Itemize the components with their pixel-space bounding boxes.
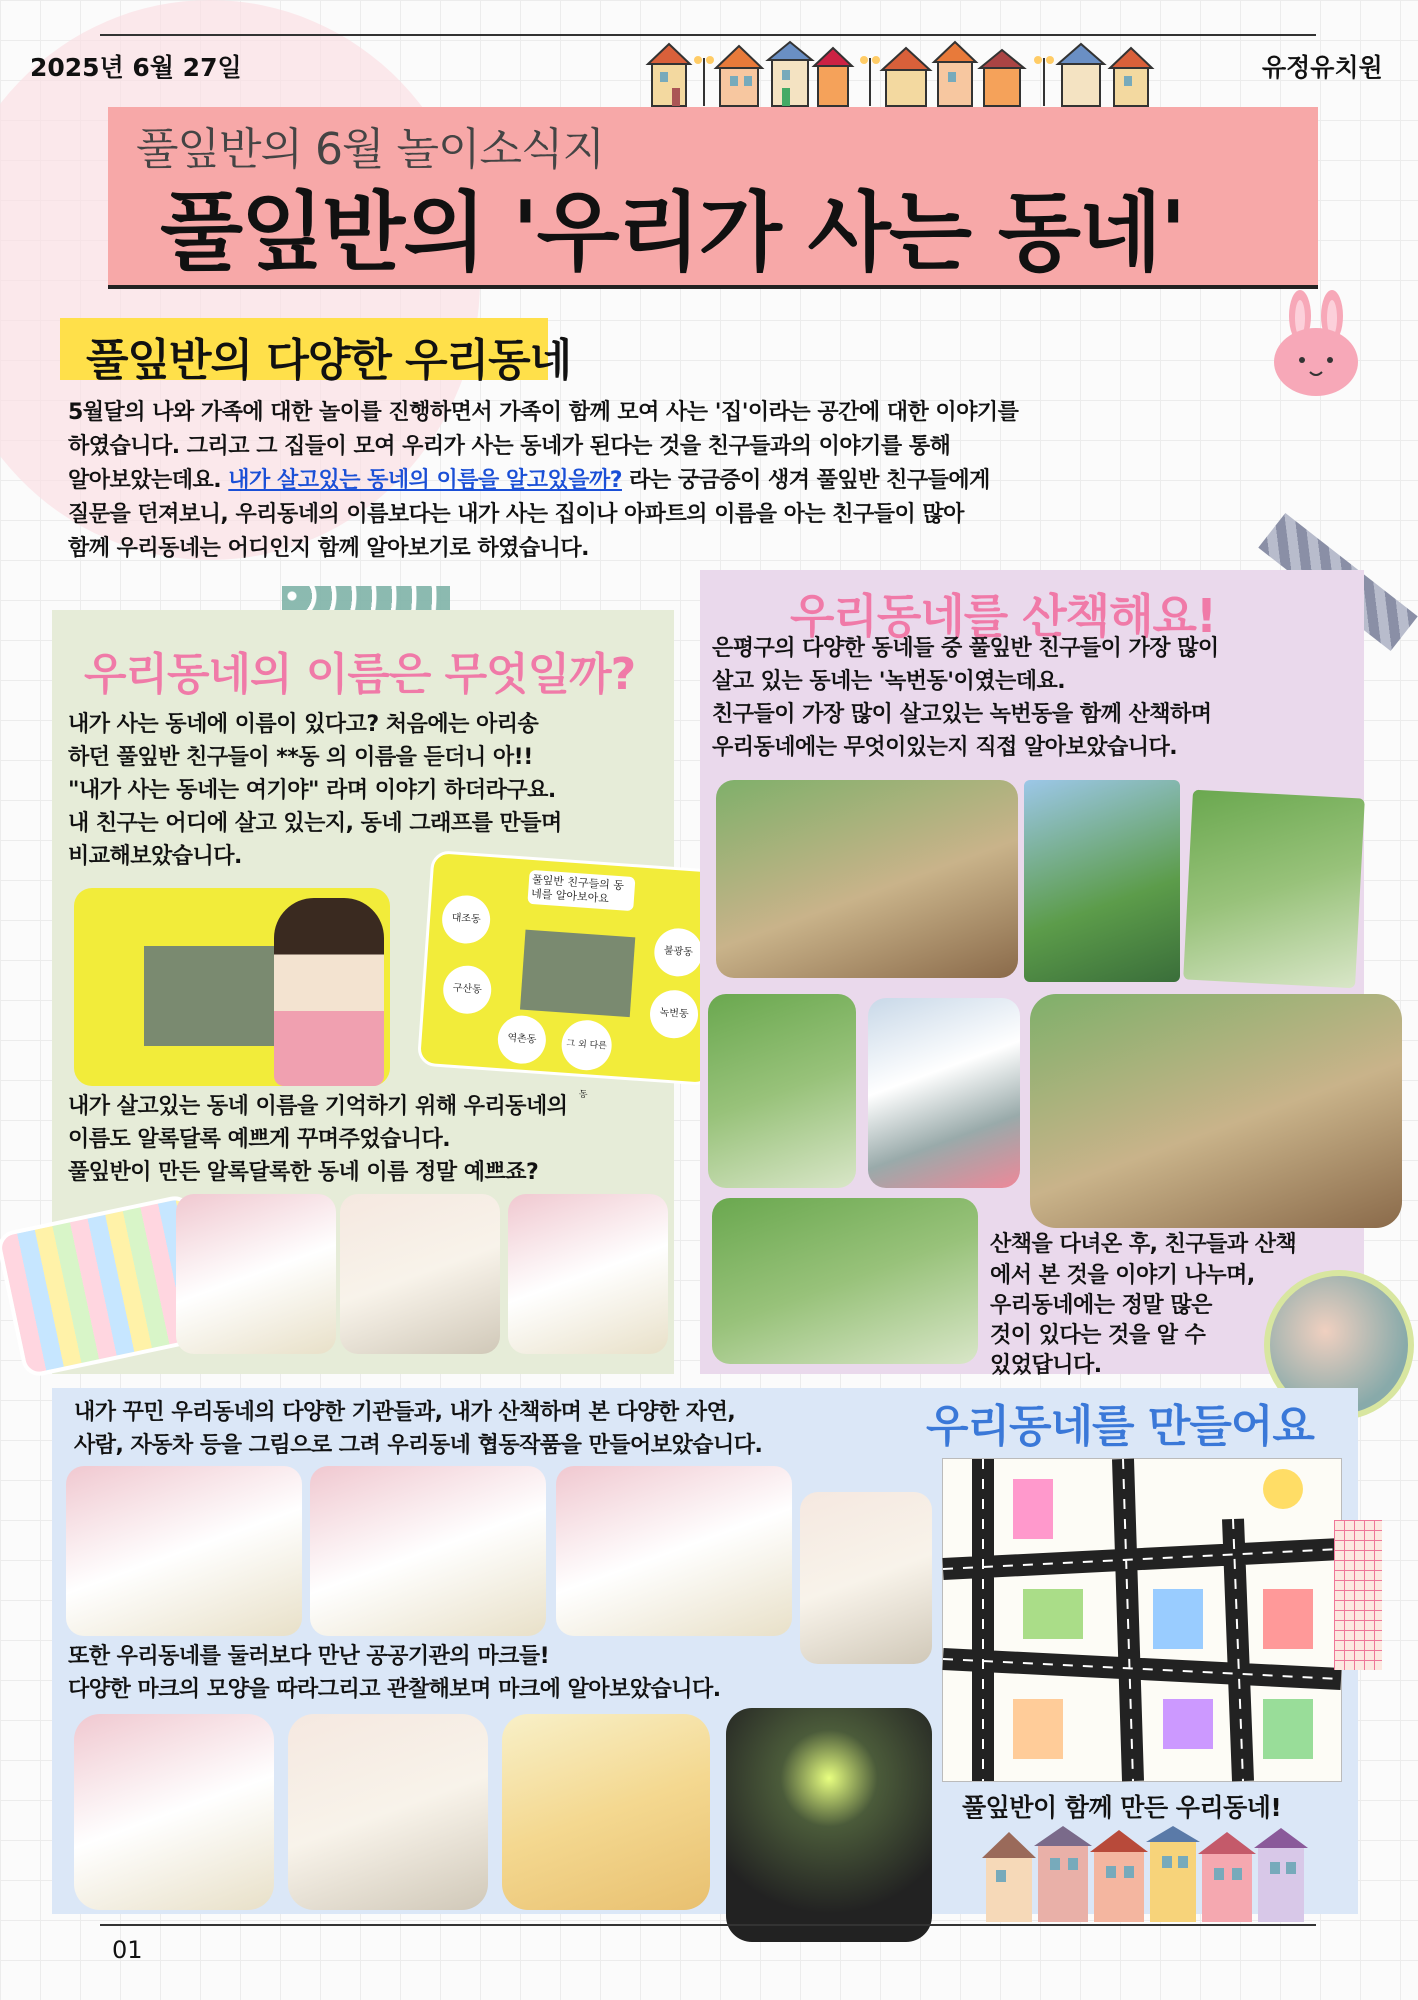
mark-photo-3	[502, 1714, 710, 1910]
name-p1-line: 내가 사는 동네에 이름이 있다고? 처음에는 아리송	[68, 712, 539, 737]
walk-text-line: 친구들이 가장 많이 살고있는 녹번동을 함께 산책하며	[712, 702, 1212, 727]
walk-after-line: 우리동네에는 정말 많은	[990, 1293, 1212, 1318]
make-p2-line: 또한 우리동네를 둘러보다 만난 공공기관의 마크들!	[68, 1644, 550, 1669]
grid-paper-decoration	[1334, 1520, 1382, 1670]
footer-line	[100, 1924, 1316, 1926]
intro-line-1: 5월달의 나와 가족에 대한 놀이를 진행하면서 가족이 함께 모여 사는 '집'이라는 공간에 대한 이야기를	[68, 400, 1019, 425]
make-p1-line: 사람, 자동차 등을 그림으로 그려 우리동네 협동작품을 만들어보았습니다.	[74, 1433, 763, 1458]
bottom-houses-illustration	[982, 1826, 1312, 1922]
board-circle	[560, 1019, 613, 1101]
walk-photo-group	[1030, 994, 1402, 1228]
walk-after-line: 것이 있다는 것을 알 수	[990, 1323, 1206, 1348]
walk-photo-playground	[1024, 780, 1180, 982]
town-graph-photo-1	[74, 888, 390, 1086]
name-p1-line: 비교해보았습니다.	[68, 844, 242, 869]
make-photo-4	[800, 1492, 932, 1664]
make-photo-3	[556, 1466, 792, 1636]
board-circle-label: 그 외 다른 동	[566, 1038, 608, 1101]
walk-after-line: 에서 본 것을 이야기 나누며,	[990, 1263, 1255, 1288]
board-circle	[442, 964, 493, 1015]
board-circle-label: 녹번동	[659, 1007, 689, 1021]
mark-photo-1	[74, 1714, 274, 1910]
name-p1-line: 내 친구는 어디에 살고 있는지, 동네 그래프를 만들며	[68, 811, 562, 836]
walk-photo-gazebo	[708, 994, 856, 1188]
header-line	[100, 34, 1316, 36]
mark-photo-2	[288, 1714, 488, 1910]
board-circle	[441, 894, 492, 945]
issue-date: 2025년 6월 27일	[30, 53, 242, 82]
artwork-caption: 풀잎반이 함께 만든 우리동네!	[962, 1793, 1282, 1822]
intro-line-3-end: 라는 궁금증이 생겨 풀잎반 친구들에게	[629, 468, 990, 493]
name-p1-line: "내가 사는 동네는 여기야" 라며 이야기 하더라구요.	[68, 778, 556, 803]
walk-section-title: 우리동네를 산책해요!	[790, 589, 1216, 643]
make-p2-line: 다양한 마크의 모양을 따라그리고 관찰해보며 마크에 알아보았습니다.	[68, 1677, 721, 1702]
make-photo-2	[310, 1466, 546, 1636]
board-title: 풀잎반 친구들의 동네를 알아보아요	[527, 870, 635, 911]
intro-line-4: 질문을 던져보니, 우리동네의 이름보다는 내가 사는 집이나 아파트의 이름을 아는 친구들이 많아	[68, 502, 964, 527]
banner-title: 풀잎반의 '우리가 사는 동네'	[160, 183, 1185, 283]
intro-line-3-start: 알아보았는데요.	[68, 468, 222, 493]
name-section-para-2	[68, 1090, 568, 1189]
name-p1-line: 하던 풀잎반 친구들이 **동 의 이름을 듣더니 아!!	[68, 745, 533, 770]
make-photo-1	[66, 1466, 302, 1636]
make-section-para-2	[68, 1640, 721, 1706]
name-p2-line: 풀잎반이 만든 알록달록한 동네 이름 정말 예쁘죠?	[68, 1160, 539, 1185]
intro-line-2: 하였습니다. 그리고 그 집들이 모여 우리가 사는 동네가 된다는 것을 친구들과의 이야기를 통해	[68, 434, 951, 459]
intro-line-5: 함께 우리동네는 어디인지 함께 알아보기로 하였습니다.	[68, 536, 589, 561]
town-graph-photo-2	[417, 850, 727, 1101]
page-number: 01	[112, 1936, 143, 1964]
town-artwork	[942, 1458, 1342, 1782]
board-circle-label: 대조동	[451, 912, 481, 926]
board-map	[520, 930, 635, 1017]
name-section-para-1	[68, 708, 562, 873]
walk-photo-stage	[716, 780, 1018, 978]
walk-text-line: 우리동네에는 무엇이있는지 직접 알아보았습니다.	[712, 735, 1178, 760]
make-section-para-1	[74, 1396, 762, 1462]
houses-illustration	[648, 40, 1248, 108]
banner-subtitle: 풀잎반의 6월 놀이소식지	[136, 124, 605, 175]
board-circle	[496, 1014, 547, 1065]
board-circle-label: 역촌동	[507, 1032, 537, 1046]
walk-after-text	[990, 1228, 1296, 1381]
name-p2-line: 이름도 알록달록 예쁘게 꾸며주었습니다.	[68, 1127, 451, 1152]
name-section-title: 우리동네의 이름은 무엇일까?	[84, 649, 636, 700]
make-p1-line: 내가 꾸민 우리동네의 다양한 기관들과, 내가 산책하며 본 다양한 자연,	[74, 1400, 736, 1425]
town-artwork-roads	[943, 1459, 1341, 1781]
board-circle-label: 불광동	[663, 945, 694, 959]
intro-line-3	[68, 464, 990, 497]
mark-photo-4	[726, 1708, 932, 1942]
walk-photo-street	[868, 998, 1020, 1188]
banner	[108, 107, 1318, 289]
intro-heading: 풀잎반의 다양한 우리동네	[86, 335, 572, 386]
child-crafting-photo-1	[176, 1194, 336, 1354]
town-graph-map	[144, 946, 274, 1046]
walk-after-line: 산책을 다녀온 후, 친구들과 산책	[990, 1232, 1297, 1257]
walk-after-line: 있었답니다.	[990, 1353, 1102, 1378]
walk-photo-path	[712, 1198, 978, 1364]
board-circle	[653, 927, 704, 978]
board-circle	[648, 989, 699, 1040]
intro-question-link[interactable]: 내가 살고있는 동네의 이름을 알고있을까?	[228, 468, 622, 493]
board-circle-label: 구산동	[452, 982, 483, 996]
child-crafting-photo-3	[508, 1194, 668, 1354]
name-p2-line: 내가 살고있는 동네 이름을 기억하기 위해 우리동네의	[68, 1094, 568, 1119]
walk-section-text	[712, 632, 1219, 764]
school-name: 유정유치원	[1262, 53, 1383, 82]
bunny-icon	[1268, 288, 1364, 398]
walk-text-line: 은평구의 다양한 동네들 중 풀잎반 친구들이 가장 많이	[712, 636, 1219, 661]
make-section-title: 우리동네를 만들어요	[926, 1401, 1314, 1452]
child-crafting-photo-2	[340, 1194, 500, 1354]
walk-photo-stream	[1183, 790, 1365, 989]
walk-text-line: 살고 있는 동네는 '녹번동'이였는데요.	[712, 669, 1066, 694]
child-figure	[274, 898, 384, 1086]
